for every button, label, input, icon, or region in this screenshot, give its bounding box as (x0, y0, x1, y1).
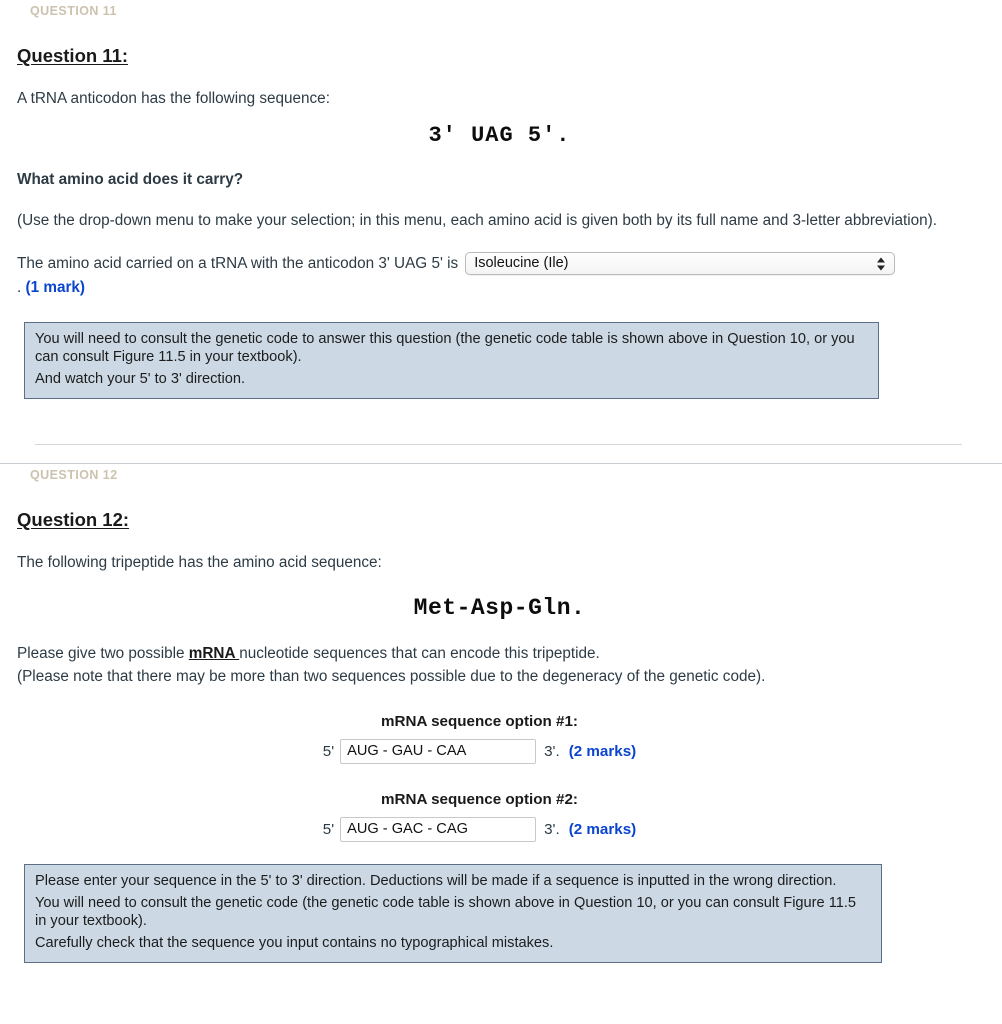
trailing-period: . (17, 279, 22, 296)
mrna-option-1-label: mRNA sequence option #1: (381, 712, 578, 730)
question-11-title: Question 11: (17, 45, 129, 66)
question-12-intro: The following tripeptide has the amino acid sequence: (17, 553, 382, 571)
question-12-hint-line-2: You will need to consult the genetic code (the genetic code table is shown above in Question 10, or you can consult Figure 11.5 in your textbook). (35, 895, 857, 929)
mrna-option-2-group (17, 790, 982, 842)
mrna-option-1-marks: (2 marks) (568, 742, 637, 760)
question-12-hint-line-3: Carefully check that the sequence you input contains no typographical mistakes. (35, 935, 554, 951)
mrna-emphasis: mRNA (188, 644, 240, 662)
mrna-option-2-row (0, 817, 982, 842)
request-pre-text: Please give two possible (17, 644, 189, 662)
anticodon-sequence: 3' UAG 5'. (428, 123, 571, 148)
mrna-option-1-group (17, 712, 982, 764)
mrna-sequence-input-2[interactable] (340, 817, 536, 842)
question-12-tag: QUESTION 12 (30, 467, 118, 482)
question-12-hint-box (24, 864, 882, 963)
amino-acid-select-wrapper[interactable] (465, 252, 895, 275)
mrna-option-2-prime-right: 3'. (544, 820, 560, 838)
question-11-tag: QUESTION 11 (30, 4, 117, 18)
question-11-block (0, 0, 1002, 445)
mrna-option-2-prime-left: 5' (322, 820, 335, 838)
question-11-marks: (1 mark) (25, 279, 86, 296)
question-11-intro: A tRNA anticodon has the following sequence: (17, 90, 330, 107)
question-11-instruction: (Use the drop-down menu to make your selection; in this menu, each amino acid is given both by its full name and 3-letter abbreviation). (17, 212, 937, 229)
question-11-answer-row (17, 252, 982, 275)
answer-lead-text: The amino acid carried on a tRNA with the anticodon 3' UAG 5' is (17, 255, 459, 272)
mrna-sequence-input-1[interactable] (340, 739, 536, 764)
request-post-text: nucleotide sequences that can encode this tripeptide. (239, 644, 600, 662)
question-11-prompt: What amino acid does it carry? (17, 171, 244, 188)
amino-acid-select[interactable] (465, 252, 895, 275)
mrna-option-1-prime-left: 5' (322, 742, 335, 760)
question-12-block (0, 464, 1002, 963)
mrna-option-2-label: mRNA sequence option #2: (381, 790, 578, 808)
question-12-request (17, 644, 982, 663)
question-12-request-note: (Please note that there may be more than two sequences possible due to the degeneracy of the genetic code). (17, 667, 766, 685)
question-12-hint-line-1: Please enter your sequence in the 5' to 3' direction. Deductions will be made if a sequence is inputted in the wrong direction. (35, 872, 837, 889)
mrna-option-2-marks: (2 marks) (568, 820, 637, 838)
question-11-hint-box (24, 322, 879, 399)
question-11-hint-line-1: You will need to consult the genetic code to answer this question (the genetic code table is shown above in Question 10, or you can consult Figure 11.5 in your textbook). (35, 331, 855, 365)
question-12-title: Question 12: (17, 508, 130, 530)
question-11-bottom-divider (35, 444, 962, 445)
question-11-hint-line-2: And watch your 5' to 3' direction. (35, 371, 245, 387)
tripeptide-sequence: Met-Asp-Gln. (413, 594, 586, 621)
question-11-marks-row (17, 279, 982, 297)
mrna-option-1-prime-right: 3'. (544, 742, 560, 760)
mrna-option-1-row (0, 739, 982, 764)
